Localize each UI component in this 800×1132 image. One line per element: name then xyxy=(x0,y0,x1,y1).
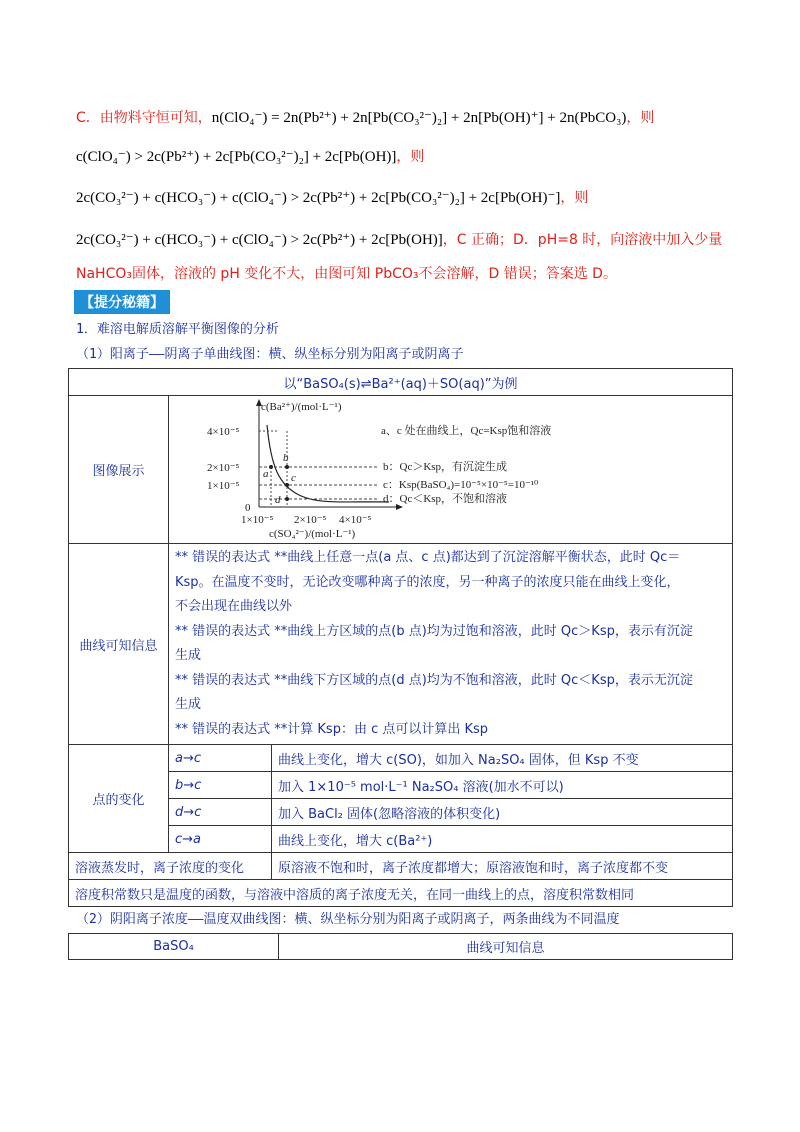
eq3-suffix: ，则 xyxy=(560,190,589,206)
table2-col2: 曲线可知信息 xyxy=(279,934,733,960)
info-line: ** 错误的表达式 **曲线下方区域的点(d 点)均为不饱和溶液，此时 Qc＜Ksp，表示无沉淀 xyxy=(175,672,693,688)
x-tick-2e-5: 2×10⁻⁵ xyxy=(294,513,327,526)
analysis-line-5: NaHCO₃固体，溶液的 pH 变化不大，由图可知 PbCO₃不会溶解，D 错误；答案选 D。 xyxy=(76,266,617,282)
label-a: a xyxy=(263,467,269,480)
subsection-1-title: （1）阳离子——阴离子单曲线图：横、纵坐标分别为阳离子或阴离子 xyxy=(76,347,464,362)
x-tick-4e-5: 4×10⁻⁵ xyxy=(339,513,372,526)
equation-2: c(ClO₄⁻) > 2c(Pb²⁺) + 2c[Pb(CO₃²⁻)₂] + 2c[Pb(OH)] xyxy=(76,149,397,165)
change-from-to: a→c xyxy=(169,745,272,772)
subsection-2-title: （2）阴阳离子浓度——温度双曲线图：横、纵坐标分别为阳离子或阴离子，两条曲线为不同温度 xyxy=(76,912,620,927)
analysis-line-3 xyxy=(76,187,588,207)
x-tick-1e-5: 1×10⁻⁵ xyxy=(241,513,274,526)
analysis-line-2 xyxy=(76,146,424,166)
change-row-label: 点的变化 xyxy=(69,745,169,853)
section-1-title: 1．难溶电解质溶解平衡图像的分析 xyxy=(76,322,279,337)
image-row-label: 图像展示 xyxy=(69,396,169,544)
info-line: Ksp。在温度不变时，无论改变哪种离子的浓度，另一种离子的浓度只能在曲线上变化， xyxy=(175,574,680,590)
baso4-curve-graph xyxy=(199,397,552,543)
label-b: b xyxy=(283,451,289,464)
point-c xyxy=(285,483,289,487)
y-axis-label: c(Ba²⁺)/(mol·L⁻¹) xyxy=(261,400,342,413)
change-desc: 曲线上变化，增大 c(Ba²⁺) xyxy=(272,826,733,853)
annotation-b: b：Qc＞Ksp，有沉淀生成 xyxy=(383,460,508,473)
change-desc: 曲线上变化，增大 c(SO)，如加入 Na₂SO₄ 固体，但 Ksp 不变 xyxy=(272,745,733,772)
equation-3: 2c(CO₃²⁻) + c(HCO₃⁻) + c(ClO₄⁻) > 2c(Pb²⁺) + 2c[Pb(CO₃²⁻)₂] + 2c[Pb(OH)⁻] xyxy=(76,190,561,206)
info-line: ** 错误的表达式 **曲线上方区域的点(b 点)均为过饱和溶液，此时 Qc＞Ksp，表示有沉淀 xyxy=(175,623,693,639)
analysis-line-1 xyxy=(76,107,654,127)
point-d xyxy=(285,497,289,501)
point-b xyxy=(285,465,289,469)
info-cell xyxy=(169,544,733,745)
label-d: d xyxy=(275,493,281,506)
temperature-table xyxy=(68,933,733,960)
y-tick-4e-5: 4×10⁻⁵ xyxy=(207,425,240,438)
label-c: c xyxy=(291,471,296,484)
eq2-suffix: ，则 xyxy=(396,149,425,165)
analysis-line-4 xyxy=(76,229,722,249)
change-from-to: d→c xyxy=(169,799,272,826)
eq1-suffix: ，则 xyxy=(626,110,655,126)
annotation-ac: a、c 处在曲线上，Qc=Ksp饱和溶液 xyxy=(381,424,552,437)
y-tick-0: 0 xyxy=(245,501,251,514)
table2-col1: BaSO₄ xyxy=(69,934,279,960)
point-a xyxy=(269,465,273,469)
info-line: ** 错误的表达式 **曲线上任意一点(a 点、c 点)都达到了沉淀溶解平衡状态，此时 Qc＝ xyxy=(175,550,681,565)
info-line: ** 错误的表达式 **计算 Ksp：由 c 点可以计算出 Ksp xyxy=(175,721,489,737)
y-tick-2e-5: 2×10⁻⁵ xyxy=(207,461,240,474)
evap-desc: 原溶液不饱和时，离子浓度都增大；原溶液饱和时，离子浓度都不变 xyxy=(272,853,733,880)
annotation-d: d：Qc＜Ksp，不饱和溶液 xyxy=(383,492,508,505)
x-axis-label: c(SO₄²⁻)/(mol·L⁻¹) xyxy=(269,527,356,540)
info-line: 生成 xyxy=(175,697,202,712)
graph-cell xyxy=(169,396,733,544)
info-row-label: 曲线可知信息 xyxy=(69,544,169,745)
info-line: 生成 xyxy=(175,648,202,663)
y-tick-1e-5: 1×10⁻⁵ xyxy=(207,479,240,492)
tips-banner: 【提分秘籍】 xyxy=(74,290,170,314)
table-header: 以“BaSO₄(s)⇌Ba²⁺(aq)＋SO(aq)”为例 xyxy=(69,369,733,396)
change-from-to: c→a xyxy=(169,826,272,853)
evap-label: 溶液蒸发时，离子浓度的变化 xyxy=(69,853,272,880)
change-desc: 加入 1×10⁻⁵ mol·L⁻¹ Na₂SO₄ 溶液(加水不可以) xyxy=(272,772,733,799)
option-c-label: C．由物料守恒可知， xyxy=(76,110,212,126)
annotation-c: c：Ksp(BaSO₄)=10⁻⁵×10⁻⁵=10⁻¹⁰ xyxy=(383,478,539,491)
eq4-suffix: ，C 正确；D．pH=8 时，向溶液中加入少量 xyxy=(442,232,723,248)
equation-4: 2c(CO₃²⁻) + c(HCO₃⁻) + c(ClO₄⁻) > 2c(Pb²⁺) + 2c[Pb(OH)] xyxy=(76,232,443,248)
info-line: 不会出现在曲线以外 xyxy=(175,599,293,614)
change-desc: 加入 BaCl₂ 固体(忽略溶液的体积变化) xyxy=(272,799,733,826)
ksp-note: 溶度积常数只是温度的函数，与溶液中溶质的离子浓度无关，在同一曲线上的点，溶度积常数相同 xyxy=(69,880,733,907)
solubility-table xyxy=(68,368,733,907)
change-from-to: b→c xyxy=(169,772,272,799)
equation-1: n(ClO₄⁻) = 2n(Pb²⁺) + 2n[Pb(CO₃²⁻)₂] + 2n[Pb(OH)⁺] + 2n(PbCO₃) xyxy=(211,110,627,126)
